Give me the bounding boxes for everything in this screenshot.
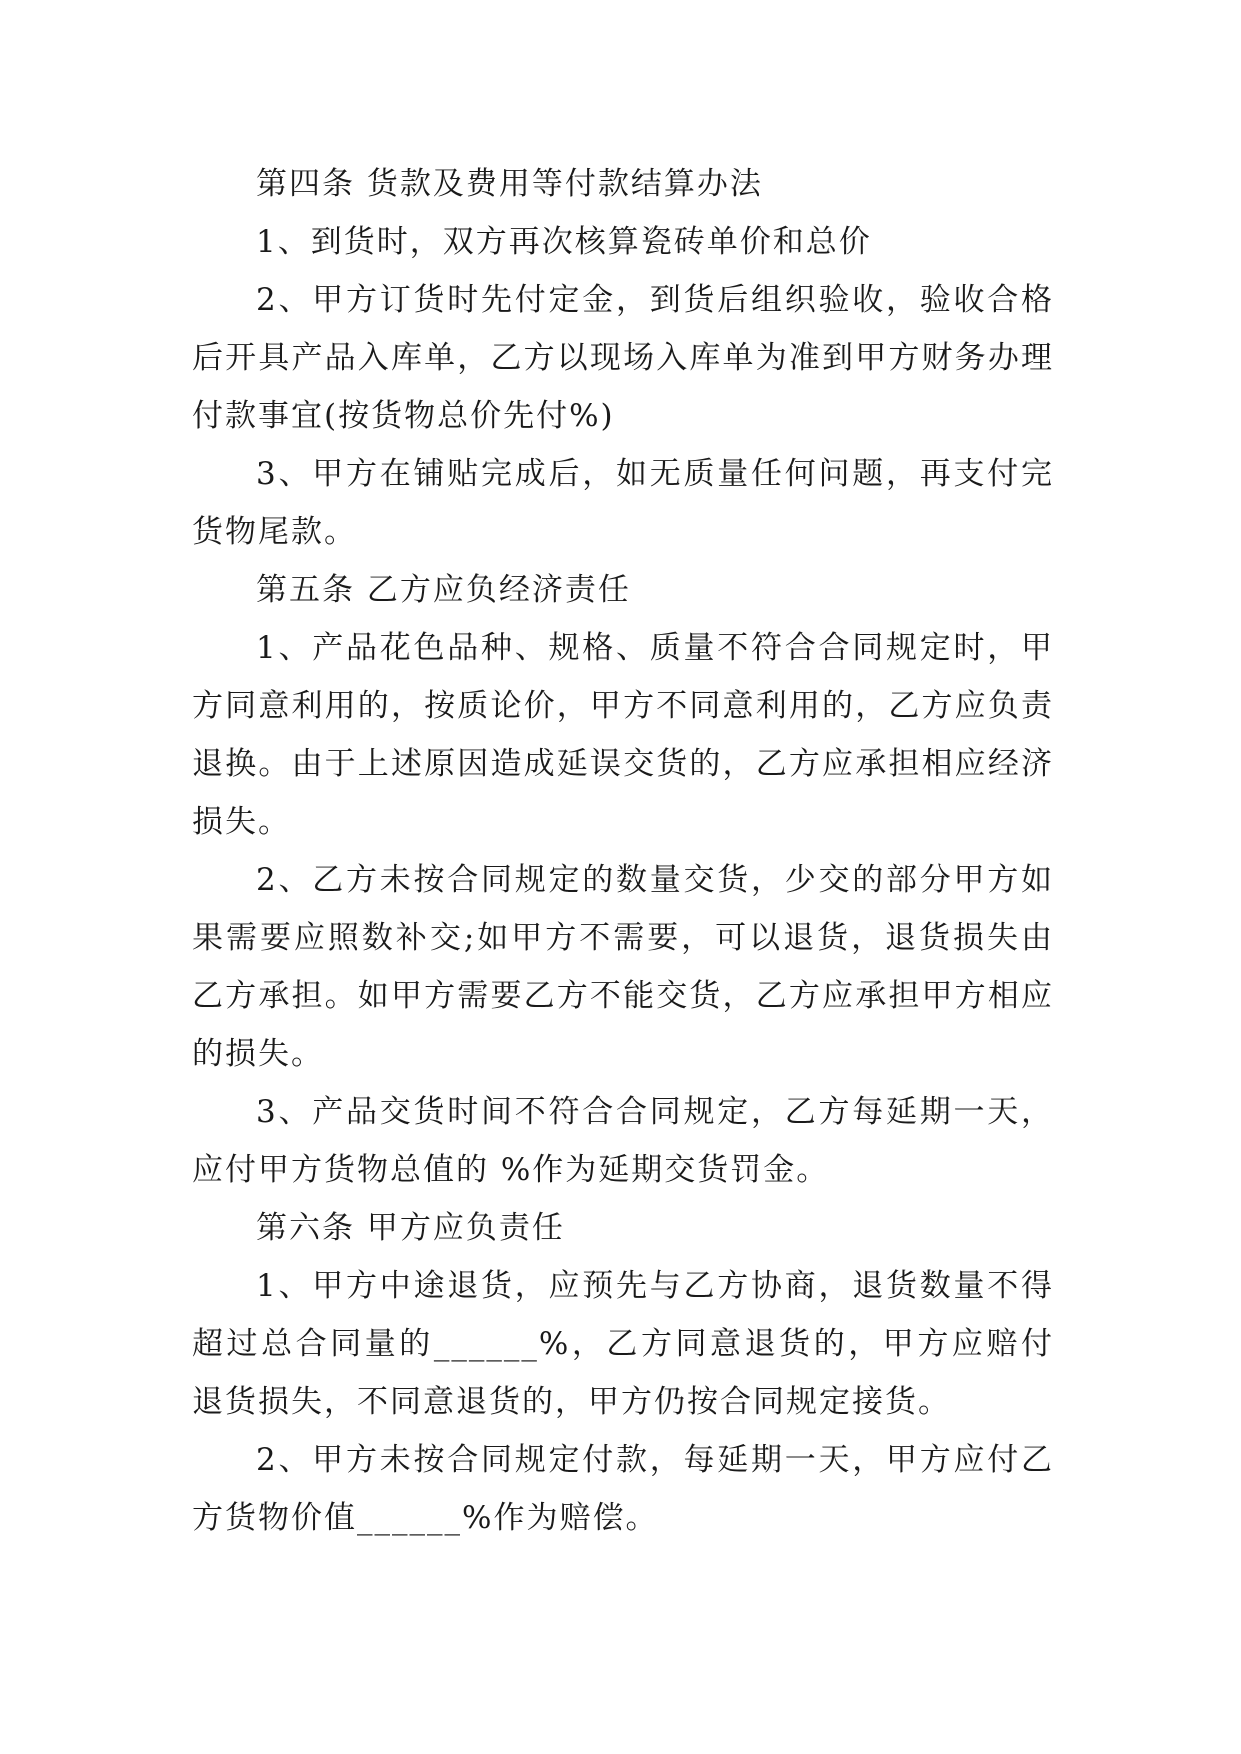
article-5-item-3: 3、产品交货时间不符合合同规定，乙方每延期一天，应付甲方货物总值的 %作为延期交货罚金。 — [192, 1094, 1054, 1188]
article-5-item-2: 2、乙方未按合同规定的数量交货，少交的部分甲方如果需要应照数补交;如甲方不需要，可以退货，退货损失由乙方承担。如甲方需要乙方不能交货，乙方应承担甲方相应的损失。 — [192, 862, 1054, 1072]
article-6-item-1: 1、甲方中途退货，应预先与乙方协商，退货数量不得超过总合同量的______%，乙方同意退货的，甲方应赔付退货损失，不同意退货的，甲方仍按合同规定接货。 — [192, 1268, 1054, 1420]
article-6-heading: 第六条 甲方应负责任 — [256, 1210, 565, 1246]
article-4-item-1: 1、到货时，双方再次核算瓷砖单价和总价 — [256, 224, 872, 260]
contract-text — [192, 155, 1054, 1547]
article-5-item-1: 1、产品花色品种、规格、质量不符合合同规定时，甲方同意利用的，按质论价，甲方不同意利用的，乙方应负责退换。由于上述原因造成延误交货的，乙方应承担相应经济损失。 — [192, 630, 1054, 840]
article-4-item-3: 3、甲方在铺贴完成后，如无质量任何问题，再支付完货物尾款。 — [192, 456, 1054, 550]
article-4-heading: 第四条 货款及费用等付款结算办法 — [256, 166, 763, 202]
article-4-item-2: 2、甲方订货时先付定金，到货后组织验收，验收合格后开具产品入库单，乙方以现场入库单为准到甲方财务办理付款事宜(按货物总价先付%) — [192, 282, 1054, 434]
article-6-item-2: 2、甲方未按合同规定付款，每延期一天，甲方应付乙方货物价值______%作为赔偿。 — [192, 1442, 1054, 1536]
article-5-heading: 第五条 乙方应负经济责任 — [256, 572, 631, 608]
